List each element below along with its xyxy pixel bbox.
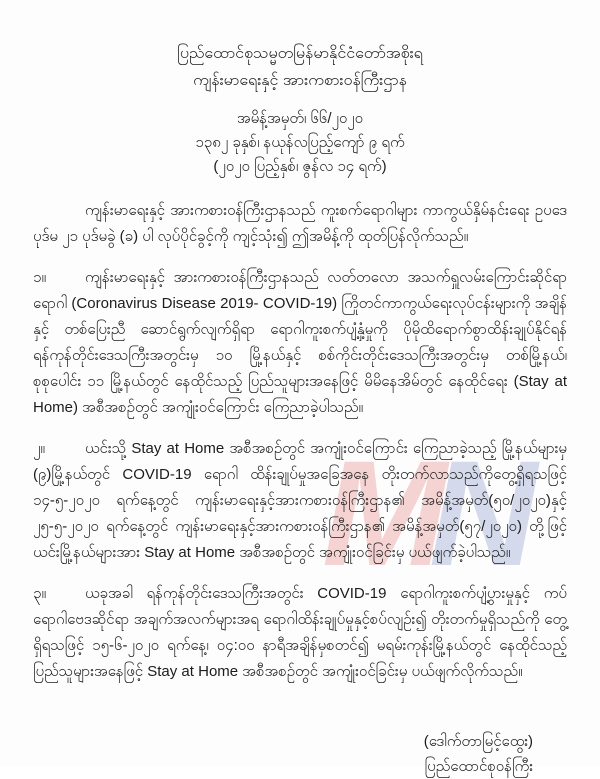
paragraph-2: [33, 436, 567, 566]
paragraph-3-number: ၃။: [33, 585, 46, 602]
ministry-title: ကျန်းမာရေးနှင့် အားကစားဝန်ကြီးဌာန: [193, 72, 407, 89]
order-number: အမိန့်အမှတ်၊ ၆၆/၂၀၂၀: [236, 110, 364, 127]
paragraph-1-number: ၁။: [33, 269, 46, 286]
intro-paragraph: ကျန်းမာရေးနှင့် အားကစားဝန်ကြီးဌာနသည် ကူးစက်ရောဂါများ ကာကွယ်နှိမ်နင်းရေး ဥပဒေ ပုဒ်မ ၂၁ ပုဒ်မခွဲ (ခ) ပါ လုပ်ပိုင်ခွင့်ကို ကျင့်သုံး၍ ဤအမိန့်ကို ထုတ်ပြန်လိုက်သည်။: [33, 202, 567, 245]
myanmar-calendar-date: ၁၃၈၂ ခုနှစ်၊ နယုန်လပြည့်ကျော် ၉ ရက်: [195, 134, 405, 151]
signatory-name: (ဒေါက်တာမြင့်ထွေး): [423, 733, 533, 750]
government-title: ပြည်ထောင်စုသမ္မတမြန်မာနိုင်ငံတော်အစိုးရ: [177, 45, 423, 62]
paragraph-2-text: ယင်းသို့ Stay at Home အစီအစဉ်တွင် အကျုံးဝင်ကြောင်း ကြေညာခဲ့သည့် မြို့နယ်များမှ (၉)မြို့နယ်တွင် COVID-19 ရောဂါ ထိန်းချုပ်မှုအခြေအနေ တိုးတက်လာသည်ကိုတွေ့ရှိရသဖြင့် ၁၄-၅-၂၀၂၀ ရက်နေ့တွင် ကျန်းမာရေးနှင့်အားကစားဝန်ကြီးဌာန၏ အမိန့်အမှတ်(၅၀/၂၀၂၀)နှင့် ၂၅-၅-၂၀၂၀ ရက်နေ့တွင် ကျန်းမာရေးနှင့်အားကစားဝန်ကြီးဌာန၏ အမိန့်အမှတ်(၅၇/၂၀၂၀) တို့ဖြင့် ယင်းမြို့နယ်များအား Stay at Home အစီအစဉ်တွင် အကျုံးဝင်ခြင်းမှ ပယ်ဖျက်ခဲ့ပါသည်။: [33, 440, 567, 561]
signatory-title: ပြည်ထောင်စုဝန်ကြီး: [424, 758, 533, 775]
paragraph-2-number: ၂။: [33, 440, 45, 457]
watermark-letter-m: M: [322, 429, 429, 597]
signature-block: [33, 729, 567, 779]
paragraph-1: [33, 265, 567, 421]
paragraph-3-text: ယခုအခါ ရန်ကုန်တိုင်းဒေသကြီးအတွင်း COVID-19 ရောဂါကူးစက်ပျံ့ပွားမှုနှင့် ကပ်ရောဂါဗေဒဆိုင်ရာ အချက်အလက်များအရ ရောဂါထိန်းချုပ်မှုနှင့်စပ်လျဉ်း၍ တိုးတက်မှုရှိသည်ကို တွေ့ရှိရသဖြင့် ၁၅-၆-၂၀၂၀ ရက်နေ့၊ ၀၄:၀၀ နာရီအချိန်မှစတင်၍ မရမ်းကုန်းမြို့နယ်တွင် နေထိုင်သည့် ပြည်သူများအနေဖြင့် Stay at Home အစီအစဉ်တွင် အကျုံးဝင်ခြင်းမှ ပယ်ဖျက်လိုက်သည်။: [33, 585, 567, 680]
document-header: [33, 40, 567, 94]
order-block: [33, 107, 567, 179]
paragraph-1-text: ကျန်းမာရေးနှင့် အားကစားဝန်ကြီးဌာနသည် လတ်တလော အသက်ရှူလမ်းကြောင်းဆိုင်ရာ ရောဂါ (Coronavirus Disease 2019- COVID-19) ကြိုတင်ကာကွယ်ရေးလုပ်ငန်းများကို အချိန်နှင့် တစ်ပြေးညီ ဆောင်ရွက်လျက်ရှိရာ ရောဂါကူးစက်ပျံ့နှံ့မှုကို ပိုမိုထိရောက်စွာထိန်းချုပ်နိုင်ရန် ရန်ကုန်တိုင်းဒေသကြီးအတွင်းမှ ၁၀ မြို့နယ်နှင့် စစ်ကိုင်းတိုင်းဒေသကြီးအတွင်းမှ တစ်မြို့နယ်၊ စုစုပေါင်း ၁၁ မြို့နယ်တွင် နေထိုင်သည့် ပြည်သူများအနေဖြင့် မိမိနေအိမ်တွင် နေထိုင်ရေး (Stay at Home) အစီအစဉ်တွင် အကျုံးဝင်ကြောင်း ကြေညာခဲ့ပါသည်။: [33, 269, 567, 416]
watermark-letter-n: N: [428, 429, 520, 597]
gregorian-date: (၂၀၂၀ ပြည့်နှစ်၊ ဇွန်လ ၁၄ ရက်): [213, 158, 387, 175]
paragraph-3: [33, 581, 567, 685]
